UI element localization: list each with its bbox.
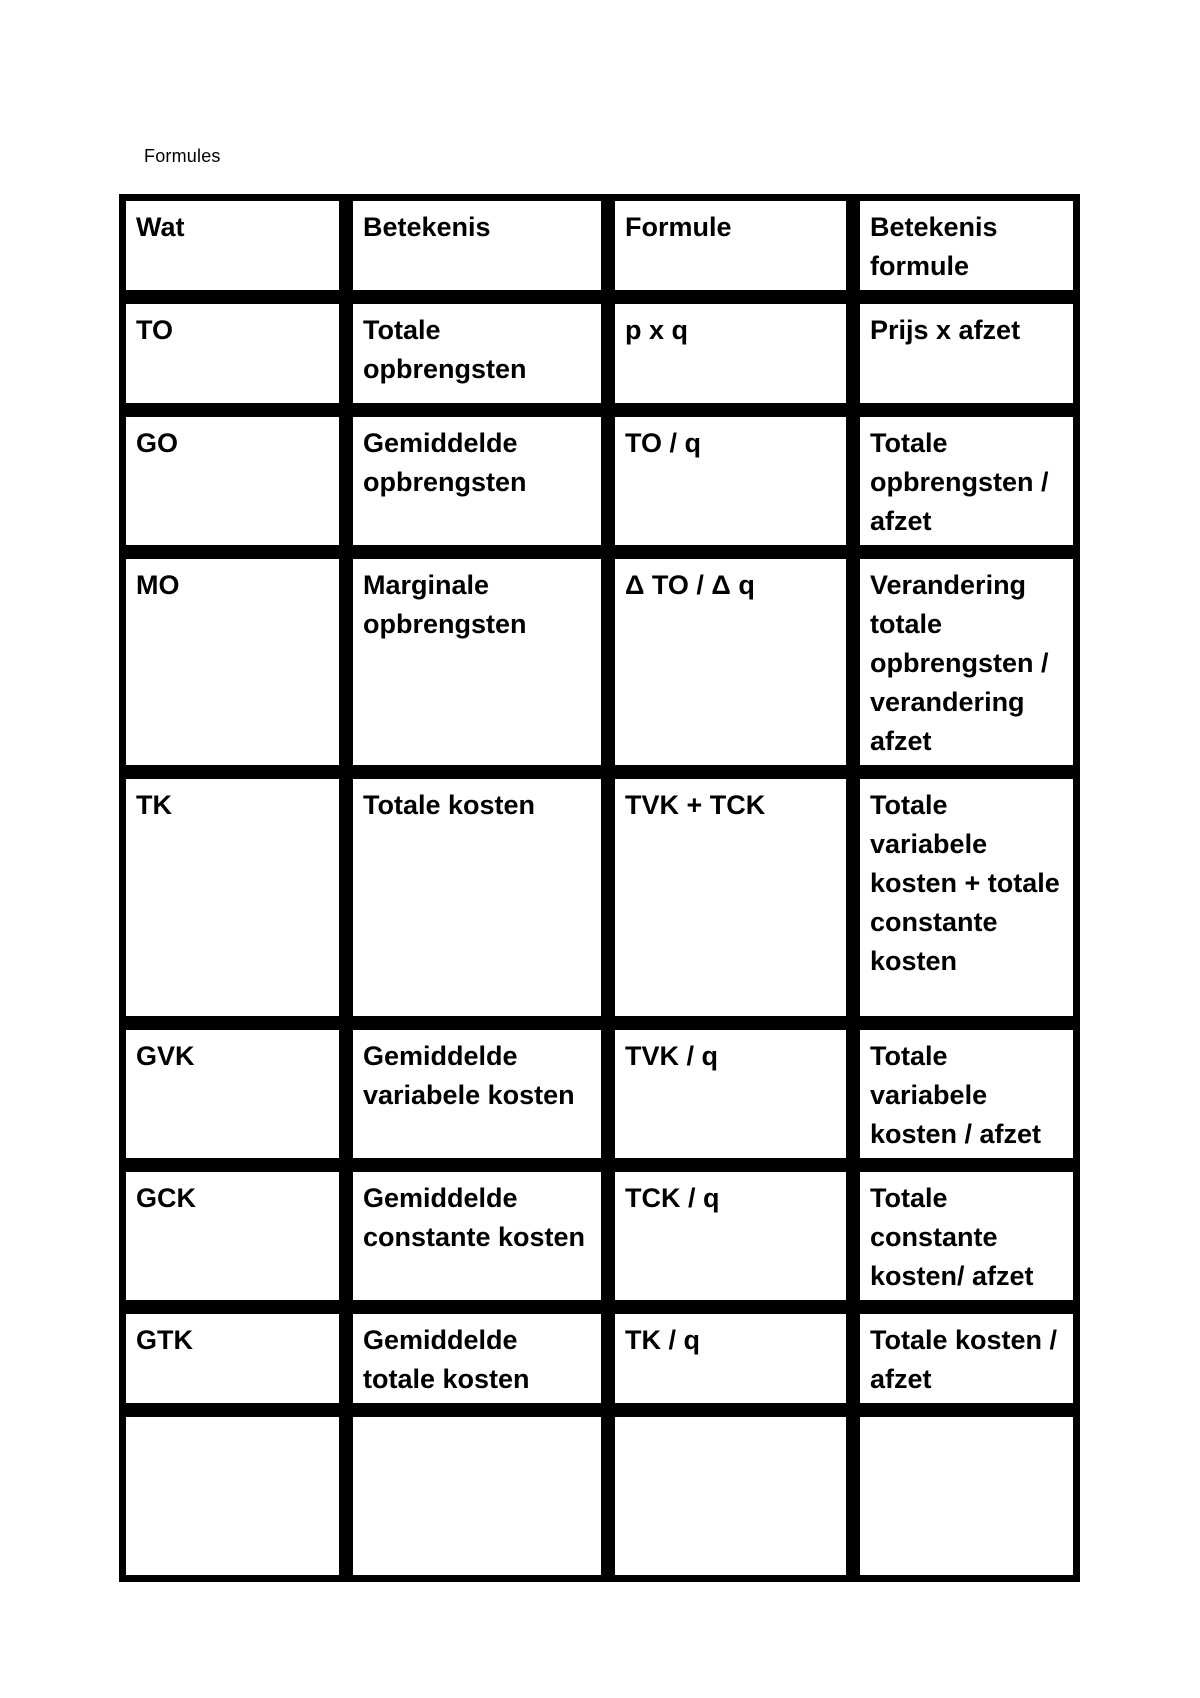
table-cell: Δ TO / Δ q bbox=[608, 552, 853, 772]
table-row-empty bbox=[119, 1410, 1080, 1582]
table-cell: Marginale opbrengsten bbox=[346, 552, 608, 772]
table-cell: TK / q bbox=[608, 1307, 853, 1410]
table-cell bbox=[853, 1410, 1080, 1582]
table-row bbox=[119, 410, 1080, 552]
table-cell: Gemiddelde variabele kosten bbox=[346, 1023, 608, 1165]
table-cell: Verandering totale opbrengsten / verandering afzet bbox=[853, 552, 1080, 772]
table-cell: Totale opbrengsten / afzet bbox=[853, 410, 1080, 552]
table-cell: Totale constante kosten/ afzet bbox=[853, 1165, 1080, 1307]
formula-table bbox=[119, 194, 1080, 1582]
table-cell: TK bbox=[119, 772, 346, 1023]
table-row bbox=[119, 1165, 1080, 1307]
table-cell: MO bbox=[119, 552, 346, 772]
table-cell: Totale variabele kosten / afzet bbox=[853, 1023, 1080, 1165]
header-cell-betekenis-formule: Betekenis formule bbox=[853, 194, 1080, 297]
header-cell-formule: Formule bbox=[608, 194, 853, 297]
header-cell-wat: Wat bbox=[119, 194, 346, 297]
table-cell: TVK / q bbox=[608, 1023, 853, 1165]
table-cell: TO bbox=[119, 297, 346, 410]
table-cell: Totale kosten / afzet bbox=[853, 1307, 1080, 1410]
header-cell-betekenis: Betekenis bbox=[346, 194, 608, 297]
table-cell: GO bbox=[119, 410, 346, 552]
table-cell bbox=[608, 1410, 853, 1582]
table-cell: GTK bbox=[119, 1307, 346, 1410]
table-cell: Gemiddelde opbrengsten bbox=[346, 410, 608, 552]
table-cell: TO / q bbox=[608, 410, 853, 552]
table-cell: Gemiddelde constante kosten bbox=[346, 1165, 608, 1307]
table-cell: Prijs x afzet bbox=[853, 297, 1080, 410]
table-cell: TVK + TCK bbox=[608, 772, 853, 1023]
table-cell: Totale kosten bbox=[346, 772, 608, 1023]
table-cell bbox=[346, 1410, 608, 1582]
table-cell: TCK / q bbox=[608, 1165, 853, 1307]
table-cell: p x q bbox=[608, 297, 853, 410]
table-cell: GVK bbox=[119, 1023, 346, 1165]
document-heading: Formules bbox=[144, 146, 221, 166]
table-row bbox=[119, 1023, 1080, 1165]
table-row bbox=[119, 1307, 1080, 1410]
table-cell: Gemiddelde totale kosten bbox=[346, 1307, 608, 1410]
table-cell bbox=[119, 1410, 346, 1582]
table-cell: Totale variabele kosten + totale constante kosten bbox=[853, 772, 1080, 1023]
table-row bbox=[119, 297, 1080, 410]
table-cell: Totale opbrengsten bbox=[346, 297, 608, 410]
table-row bbox=[119, 772, 1080, 1023]
table-row bbox=[119, 552, 1080, 772]
table-header-row bbox=[119, 194, 1080, 297]
table-cell: GCK bbox=[119, 1165, 346, 1307]
